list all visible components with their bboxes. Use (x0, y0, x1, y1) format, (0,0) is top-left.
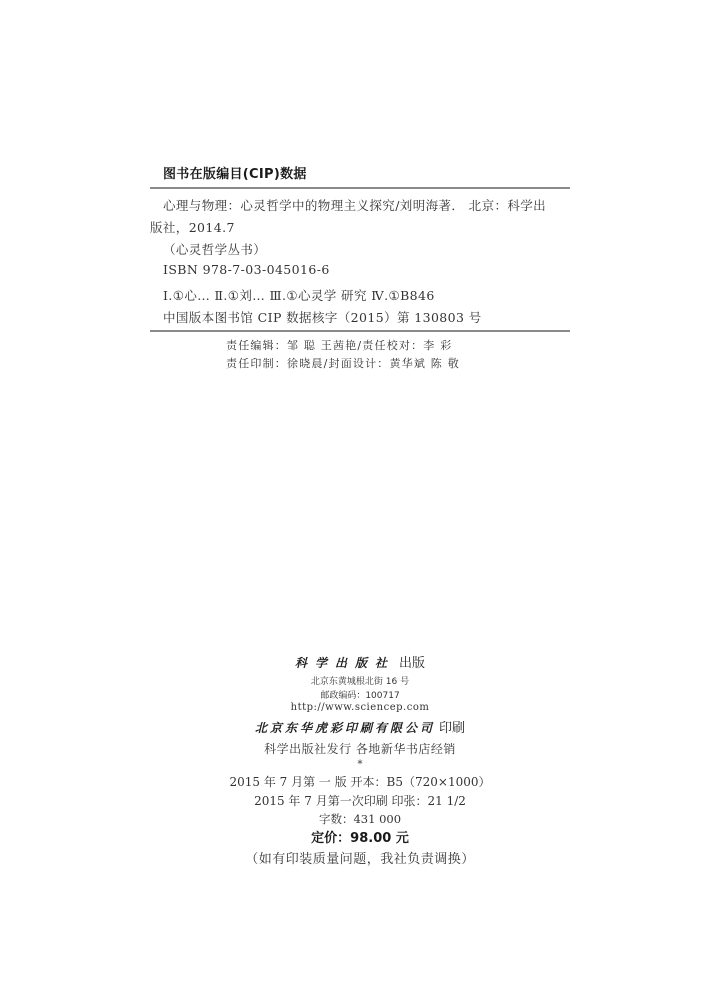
cip-bottom-rule (150, 330, 570, 332)
printer-action: 印刷 (439, 721, 466, 736)
cip-line-series: （心灵哲学丛书） (163, 242, 267, 257)
printing-line: 2015 年 7 月第一次印刷 印张：21 1/2 (254, 794, 466, 808)
edition-line: 2015 年 7 月第 一 版 开本：B5（720×1000） (229, 775, 491, 789)
printer-line (0, 717, 720, 736)
price: 定价：98.00 元 (311, 831, 409, 846)
quality-note: （如有印装质量问题，我社负责调换） (245, 852, 475, 867)
publisher-action: 出版 (399, 656, 426, 671)
cip-top-rule (150, 187, 570, 189)
publisher-url: http://www.sciencep.com (290, 702, 430, 713)
printer-name: 北京东华虎彩印刷有限公司 (254, 721, 435, 735)
cip-line-record-number: 中国版本图书馆 CIP 数据核字（2015）第 130803 号 (163, 310, 482, 325)
word-count: 字数：431 000 (318, 812, 402, 826)
cip-line-classification: Ⅰ.①心… Ⅱ.①刘… Ⅲ.①心灵学 研究 Ⅳ.①B846 (163, 288, 435, 303)
publisher-name: 科学出版社 (294, 656, 395, 670)
cip-line-title: 心理与物理：心灵哲学中的物理主义探究/刘明海著． 北京：科学出 (163, 198, 547, 213)
separator-star: * (357, 759, 363, 770)
staff-editors: 责任编辑：邹 聪 王茜艳/责任校对：李 彩 (226, 339, 453, 352)
publisher-address: 北京东黄城根北街 16 号 (310, 677, 410, 687)
publisher-postcode: 邮政编码：100717 (320, 691, 400, 701)
distribution-line: 科学出版社发行 各地新华书店经销 (264, 742, 456, 756)
cip-title: 图书在版编目(CIP)数据 (163, 167, 307, 182)
cip-line-isbn: ISBN 978-7-03-045016-6 (163, 262, 330, 277)
publisher-line (0, 652, 720, 671)
cip-line-publisher: 版社，2014.7 (150, 220, 235, 235)
staff-production: 责任印制：徐晓晨/封面设计：黄华斌 陈 敬 (226, 357, 460, 370)
